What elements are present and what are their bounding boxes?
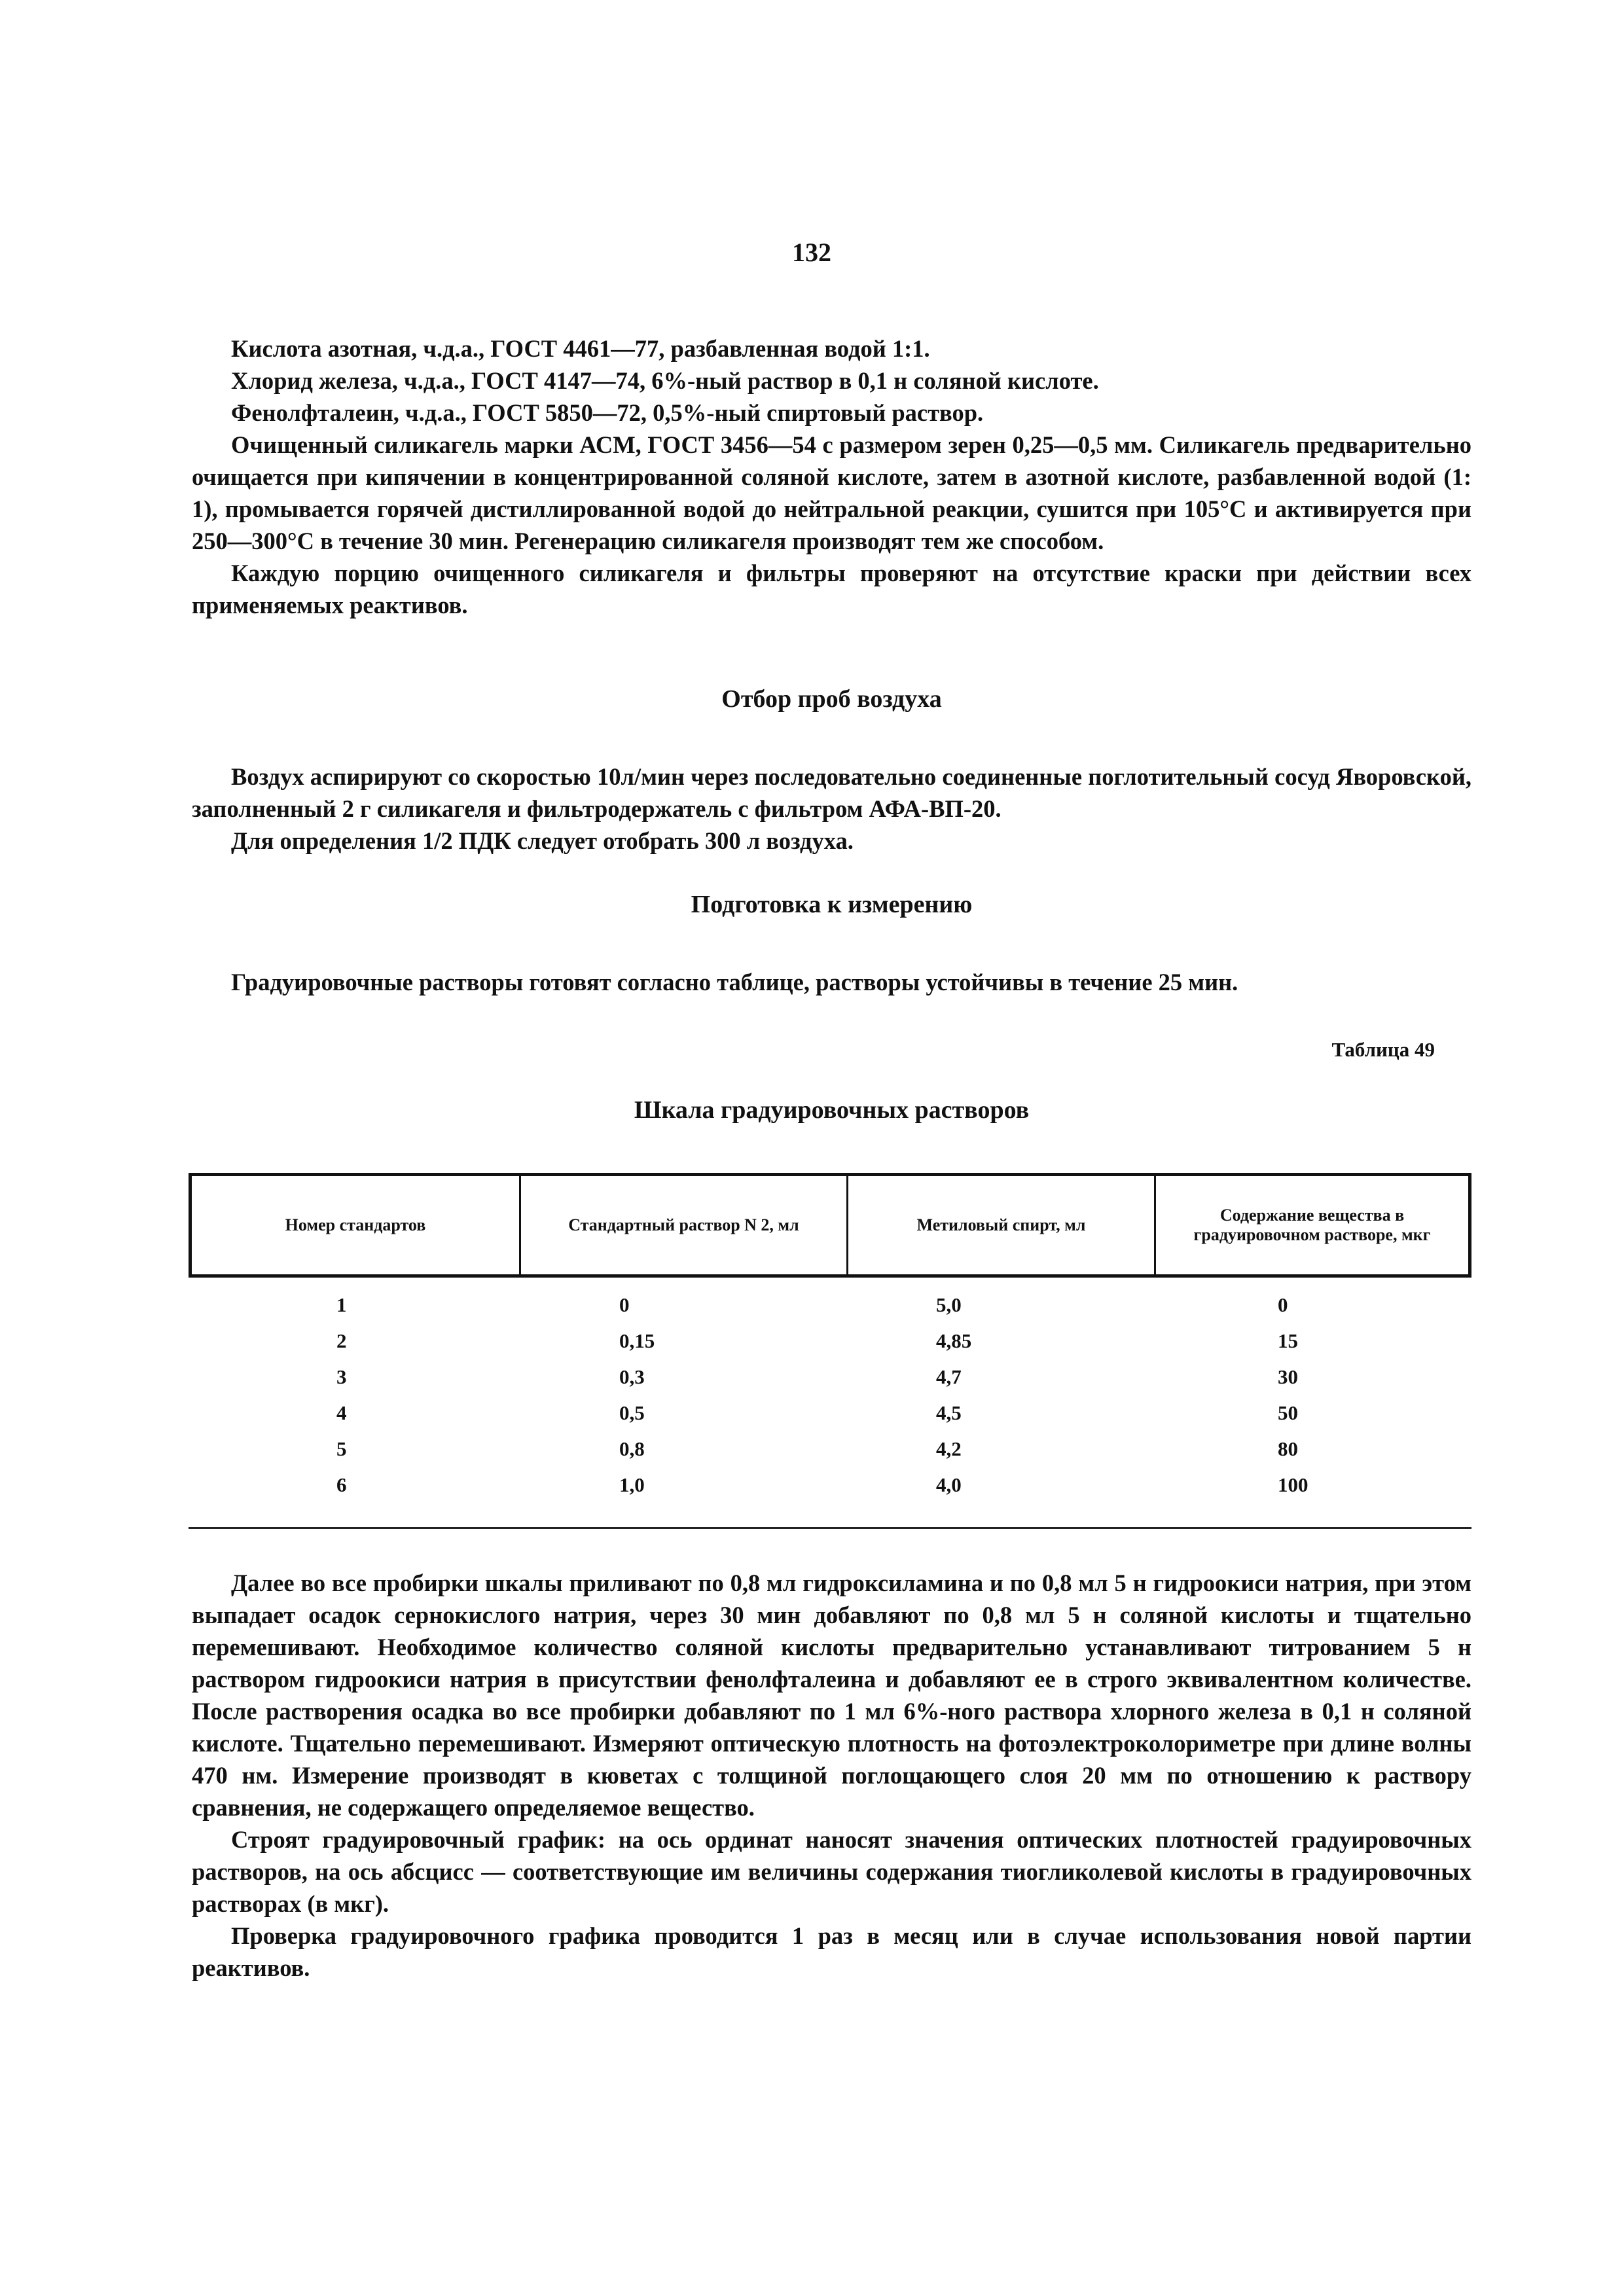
table-bottom-rule: [189, 1527, 1471, 1529]
table-row: [189, 1395, 1471, 1431]
table-row: [189, 1323, 1471, 1359]
sampling-section: [192, 761, 1471, 857]
reagent-phenolphthalein: Фенолфталеин, ч.д.а., ГОСТ 5850—72, 0,5%-ный спиртовый раствор.: [231, 399, 984, 426]
cell-content: 50: [1278, 1401, 1298, 1424]
reagents-section: [192, 332, 1471, 621]
table-row: [189, 1287, 1471, 1323]
table-number: Таблица 49: [1331, 1038, 1435, 1061]
cell-content: 0: [1278, 1293, 1288, 1316]
reagent-iron-chloride: Хлорид железа, ч.д.а., ГОСТ 4147—74, 6%-ный раствор в 0,1 н соляной кислоте.: [231, 367, 1099, 394]
calibration-graph-paragraph: Строят градуировочный график: на ось ординат наносят значения оптических плотностей градуировочных растворов, на ось абсцисс — соответствующие им величины содержания тиогликолевой кислоты в градуировочных растворах (в мкг).: [192, 1826, 1471, 1917]
cell-standard-solution: 0,8: [619, 1437, 645, 1460]
cell-standard-number: 5: [336, 1437, 347, 1460]
cell-methanol: 5,0: [936, 1293, 962, 1316]
cell-content: 15: [1278, 1329, 1298, 1352]
reagent-check-note: Каждую порцию очищенного силикагеля и фильтры проверяют на отсутствие краски при действии всех применяемых реактивов.: [192, 560, 1471, 619]
cell-methanol: 4,7: [936, 1365, 962, 1388]
cell-standard-number: 1: [336, 1293, 347, 1316]
sampling-volume: Для определения 1/2 ПДК следует отобрать 300 л воздуха.: [231, 827, 854, 854]
table-row: [189, 1467, 1471, 1503]
page-number: 132: [792, 238, 831, 267]
preparation-section: [192, 966, 1471, 998]
cell-content: 30: [1278, 1365, 1298, 1388]
reagent-silica-gel: Очищенный силикагель марки АСМ, ГОСТ 3456—54 с размером зерен 0,25—0,5 мм. Силикагель предварительно очищается при кипячении в концентрированной соляной кислоте, затем в азотной кислоте, разбавленной водой (1: 1), промывается горячей дистиллированной водой до нейтральной реакции, сушится при 105°С и активируется при 250—300°С в течение 30 мин. Регенерацию силикагеля производят тем же способом.: [192, 431, 1471, 554]
cell-standard-solution: 0,5: [619, 1401, 645, 1424]
procedure-section: [192, 1567, 1471, 1984]
cell-methanol: 4,5: [936, 1401, 962, 1424]
table-header-methanol: Метиловый спирт, мл: [846, 1176, 1154, 1274]
table-header-standard-number: Номер стандартов: [285, 1215, 426, 1234]
cell-methanol: 4,0: [936, 1473, 962, 1496]
table-title: Шкала градуировочных растворов: [634, 1096, 1030, 1124]
table-header-standard-solution: Стандартный раствор N 2, мл: [519, 1176, 846, 1274]
cell-standard-number: 4: [336, 1401, 347, 1424]
graph-check-paragraph: Проверка градуировочного графика проводится 1 раз в месяц или в случае использования новой партии реактивов.: [192, 1922, 1471, 1981]
cell-content: 100: [1278, 1473, 1308, 1496]
cell-methanol: 4,85: [936, 1329, 972, 1352]
sampling-heading: Отбор проб воздуха: [721, 685, 942, 713]
cell-standard-number: 3: [336, 1365, 347, 1388]
cell-standard-number: 6: [336, 1473, 347, 1496]
table-row: [189, 1359, 1471, 1395]
cell-content: 80: [1278, 1437, 1298, 1460]
table-header-row: [189, 1173, 1471, 1278]
cell-standard-solution: 0: [619, 1293, 630, 1316]
preparation-paragraph: Градуировочные растворы готовят согласно таблице, растворы устойчивы в течение 25 мин.: [231, 969, 1238, 996]
reagent-nitric-acid: Кислота азотная, ч.д.а., ГОСТ 4461—77, разбавленная водой 1:1.: [231, 335, 930, 362]
cell-standard-solution: 0,3: [619, 1365, 645, 1388]
cell-standard-number: 2: [336, 1329, 347, 1352]
preparation-heading: Подготовка к измерению: [691, 891, 973, 918]
procedure-paragraph: Далее во все пробирки шкалы приливают по 0,8 мл гидроксиламина и по 0,8 мл 5 н гидроокиси натрия, при этом выпадает осадок сернокислого натрия, через 30 мин добавляют по 0,8 мл 5 н соляной кислоты и тщательно перемешивают. Необходимое количество соляной кислоты предварительно устанавливают титрованием 5 н раствором гидроокиси натрия в присутствии фенолфталеина и добавляют ее в строго эквивалентном количестве. После растворения осадка во все пробирки добавляют по 1 мл 6%-ного раствора хлорного железа в 0,1 н соляной кислоте. Тщательно перемешивают. Измеряют оптическую плотность на фотоэлектроколориметре при длине волны 470 нм. Измерение производят в кюветах с толщиной поглощающего слоя 20 мм по отношению к раствору сравнения, не содержащего определяемое вещество.: [192, 1570, 1471, 1821]
cell-standard-solution: 1,0: [619, 1473, 645, 1496]
table-body: [189, 1278, 1471, 1503]
cell-methanol: 4,2: [936, 1437, 962, 1460]
calibration-table: [189, 1173, 1471, 1503]
table-header-content: Содержание вещества в градуировочном растворе, мкг: [1154, 1176, 1468, 1274]
cell-standard-solution: 0,15: [619, 1329, 655, 1352]
table-row: [189, 1431, 1471, 1467]
sampling-paragraph: Воздух аспирируют со скоростью 10л/мин через последовательно соединенные поглотительный сосуд Яворовской, заполненный 2 г силикагеля и фильтродержатель с фильтром АФА-ВП-20.: [192, 763, 1471, 822]
